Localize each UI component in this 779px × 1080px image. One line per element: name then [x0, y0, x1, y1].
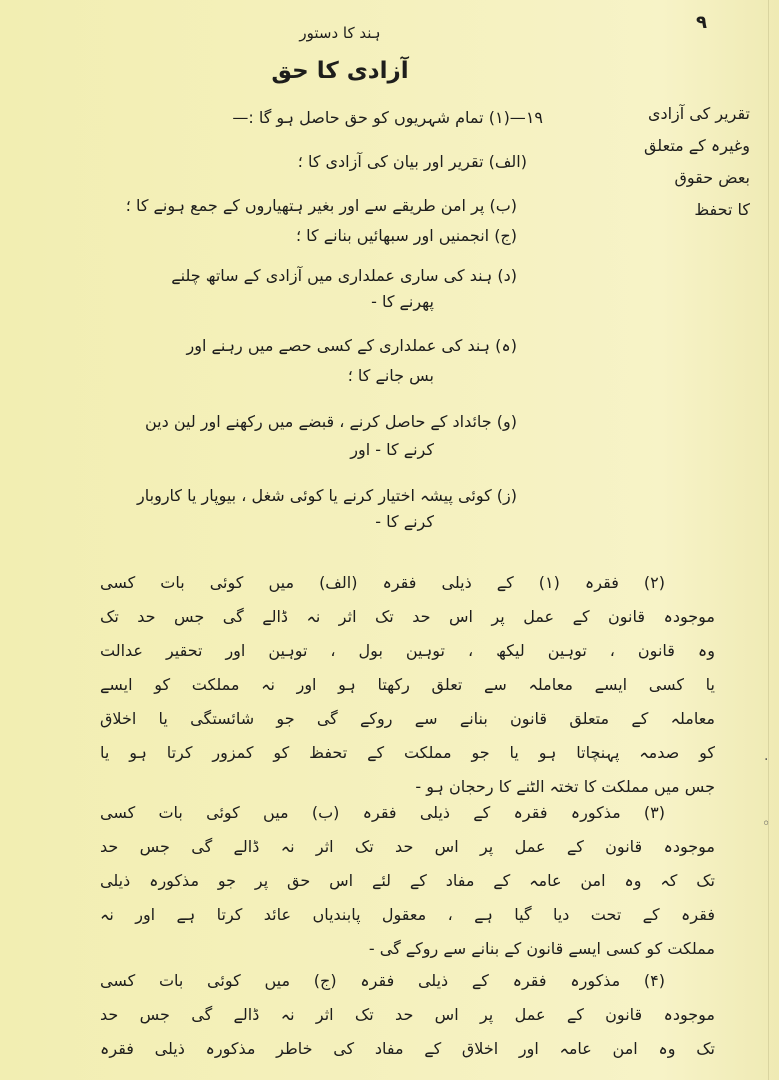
paragraph-line: موجودہ قانون کے عمل پر اس حد تک اثر نہ ڈالے گی جس حد: [100, 837, 715, 856]
clause-wao-cont: کرنے کا - اور: [350, 440, 434, 459]
paragraph-line: یا کسی ایسے معاملہ سے تعلق رکھتا ہو اور نہ مملکت کو ایسے: [100, 675, 715, 694]
section-title: آزادی کا حق: [271, 58, 409, 84]
clause-jeem: (ج) انجمنیں اور سبھائیں بنانے کا ؛: [295, 226, 517, 245]
clause-ze-cont: کرنے کا -: [375, 512, 434, 531]
paragraph-line: کو صدمہ پہنچاتا ہو یا جو مملکت کے تحفظ کو کمزور کرتا ہو یا: [100, 743, 715, 762]
clause-alif: (الف) تقریر اور بیان کی آزادی کا ؛: [297, 152, 527, 171]
paragraph-4: [100, 964, 715, 1066]
paragraph-line: وہ قانون ، توہین لیکھ ، توہین بول ، توہین اور تحقیر عدالت: [100, 641, 715, 660]
scan-mark: ·: [764, 752, 769, 768]
page-edge-divider: [768, 0, 769, 1080]
paragraph-line: تک وہ امن عامہ اور اخلاق کے مفاد کی خاطر مذکورہ ذیلی فقرہ: [100, 1039, 715, 1058]
page-number: ۹: [696, 12, 707, 33]
scan-mark: ◦: [762, 816, 771, 832]
clause-he-cont: بس جانے کا ؛: [347, 366, 434, 385]
paragraph-line: معاملہ کے متعلق قانون بنانے سے روکے گی جو شائستگی یا اخلاق: [100, 709, 715, 728]
margin-note-line: وغیرہ کے متعلق: [643, 136, 750, 155]
clause-wao: (و) جائداد کے حاصل کرنے ، قبضے میں رکھنے اور لین دین: [144, 412, 517, 431]
margin-note-line: بعض حقوق: [674, 168, 750, 187]
clause-dal: (د) ہند کی ساری عملداری میں آزادی کے ساتھ چلنے: [171, 266, 517, 285]
paragraph-line: موجودہ قانون کے عمل پر اس حد تک اثر نہ ڈالے گی جس حد: [100, 1005, 715, 1024]
paragraph-3: [100, 796, 715, 966]
paragraph-line: (۲) فقرہ (۱) کے ذیلی فقرہ (الف) میں کوئی بات کسی: [100, 573, 665, 592]
paragraph-line: تک کہ وہ امن عامہ کے مفاد کے لئے اس حق پر جو مذکورہ ذیلی: [100, 871, 715, 890]
paragraph-line: مملکت کو کسی ایسے قانون کے بنانے سے روکے گی -: [368, 939, 715, 958]
margin-note: [600, 98, 750, 226]
clause-dal-cont: پھرنے کا -: [371, 292, 434, 311]
running-header: ہند کا دستور: [299, 24, 381, 42]
paragraph-line: (۴) مذکورہ فقرہ کے ذیلی فقرہ (ج) میں کوئی بات کسی: [100, 971, 665, 990]
article-heading: ۱۹—(۱) تمام شہریوں کو حق حاصل ہو گا :—: [232, 108, 543, 127]
margin-note-line: تقریر کی آزادی: [647, 104, 750, 123]
margin-note-line: کا تحفظ: [694, 200, 750, 219]
paragraph-line: (۳) مذکورہ فقرہ کے ذیلی فقرہ (ب) میں کوئی بات کسی: [100, 803, 665, 822]
clause-he: (ہ) ہند کی عملداری کے کسی حصے میں رہنے اور: [186, 336, 517, 355]
paragraph-line: فقرہ کے تحت دیا گیا ہے ، معقول پابندیاں عائد کرتا ہے اور نہ: [100, 905, 715, 924]
clause-ze: (ز) کوئی پیشہ اختیار کرنے یا کوئی شغل ، بیوپار یا کاروبار: [137, 486, 517, 505]
paragraph-line: جس میں مملکت کا تختہ الٹنے کا رحجان ہو -: [415, 777, 715, 796]
paragraph-2: [100, 566, 715, 804]
clause-be: (ب) پر امن طریقے سے اور بغیر ہتھیاروں کے جمع ہونے کا ؛: [125, 196, 517, 215]
paragraph-line: موجودہ قانون کے عمل پر اس حد تک اثر نہ ڈالے گی جس حد تک: [100, 607, 715, 626]
